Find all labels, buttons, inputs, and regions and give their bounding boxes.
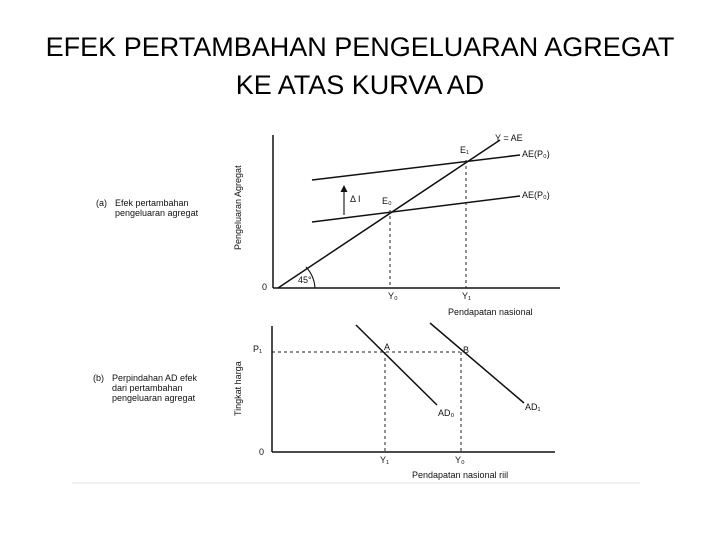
- slide-title-line1: EFEK PERTAMBAHAN PENGELUARAN AGREGAT: [45, 32, 675, 62]
- panel-a-x-axis-label: Pendapatan nasional: [448, 307, 533, 317]
- label-ad1: AD₁: [525, 402, 541, 412]
- label-point-e1: E₁: [460, 145, 470, 155]
- curve-ad0: [356, 325, 437, 405]
- panel-a-origin: 0: [262, 282, 268, 292]
- label-p1: P₁: [253, 344, 263, 354]
- panel-b-origin: 0: [259, 447, 265, 457]
- tick-y0: Y₀: [388, 291, 398, 301]
- tick-y1: Y₁: [462, 291, 472, 301]
- label-point-a: A: [384, 342, 391, 352]
- tick-y0-b: Y₀: [455, 455, 465, 465]
- line-ae-upper: [312, 155, 520, 180]
- label-point-e0: E₀: [382, 196, 392, 206]
- label-y-equals-ae: Y = AE: [495, 133, 523, 143]
- label-point-b: B: [463, 345, 470, 355]
- panel-a-caption-line1: Efek pertambahan: [115, 198, 189, 208]
- panel-b-caption-line3: pengeluaran agregat: [112, 393, 196, 403]
- panel-b-caption-letter: (b): [93, 373, 104, 383]
- curve-ad1: [430, 323, 524, 403]
- line-y-equals-ae: [278, 140, 500, 288]
- label-ad0: AD₀: [438, 408, 455, 418]
- panel-b-caption-line1: Perpindahan AD efek: [112, 373, 198, 383]
- label-ae-lower: AE(P₀): [522, 190, 550, 200]
- label-45-degree: 45°: [298, 275, 312, 285]
- panel-b-caption-line2: dari pertambahan: [112, 383, 183, 393]
- panel-a: [96, 133, 560, 317]
- panel-b-x-axis-label: Pendapatan nasional riil: [412, 470, 509, 480]
- shift-arrow-head: [341, 185, 348, 192]
- tick-y1-b: Y₁: [380, 455, 390, 465]
- panel-a-y-axis-label: Pengeluaran Agregat: [233, 165, 243, 250]
- panel-a-caption-letter: (a): [96, 198, 107, 208]
- slide-title-line2: KE ATAS KURVA AD: [235, 70, 485, 100]
- label-delta-i: Δ I: [350, 194, 361, 204]
- line-ae-lower: [312, 196, 520, 222]
- panel-b-y-axis-label: Tingkat harga: [233, 361, 243, 416]
- label-ae-upper: AE(P₀): [522, 149, 550, 159]
- panel-b: [93, 323, 555, 480]
- panel-a-caption-line2: pengeluaran agregat: [115, 208, 199, 218]
